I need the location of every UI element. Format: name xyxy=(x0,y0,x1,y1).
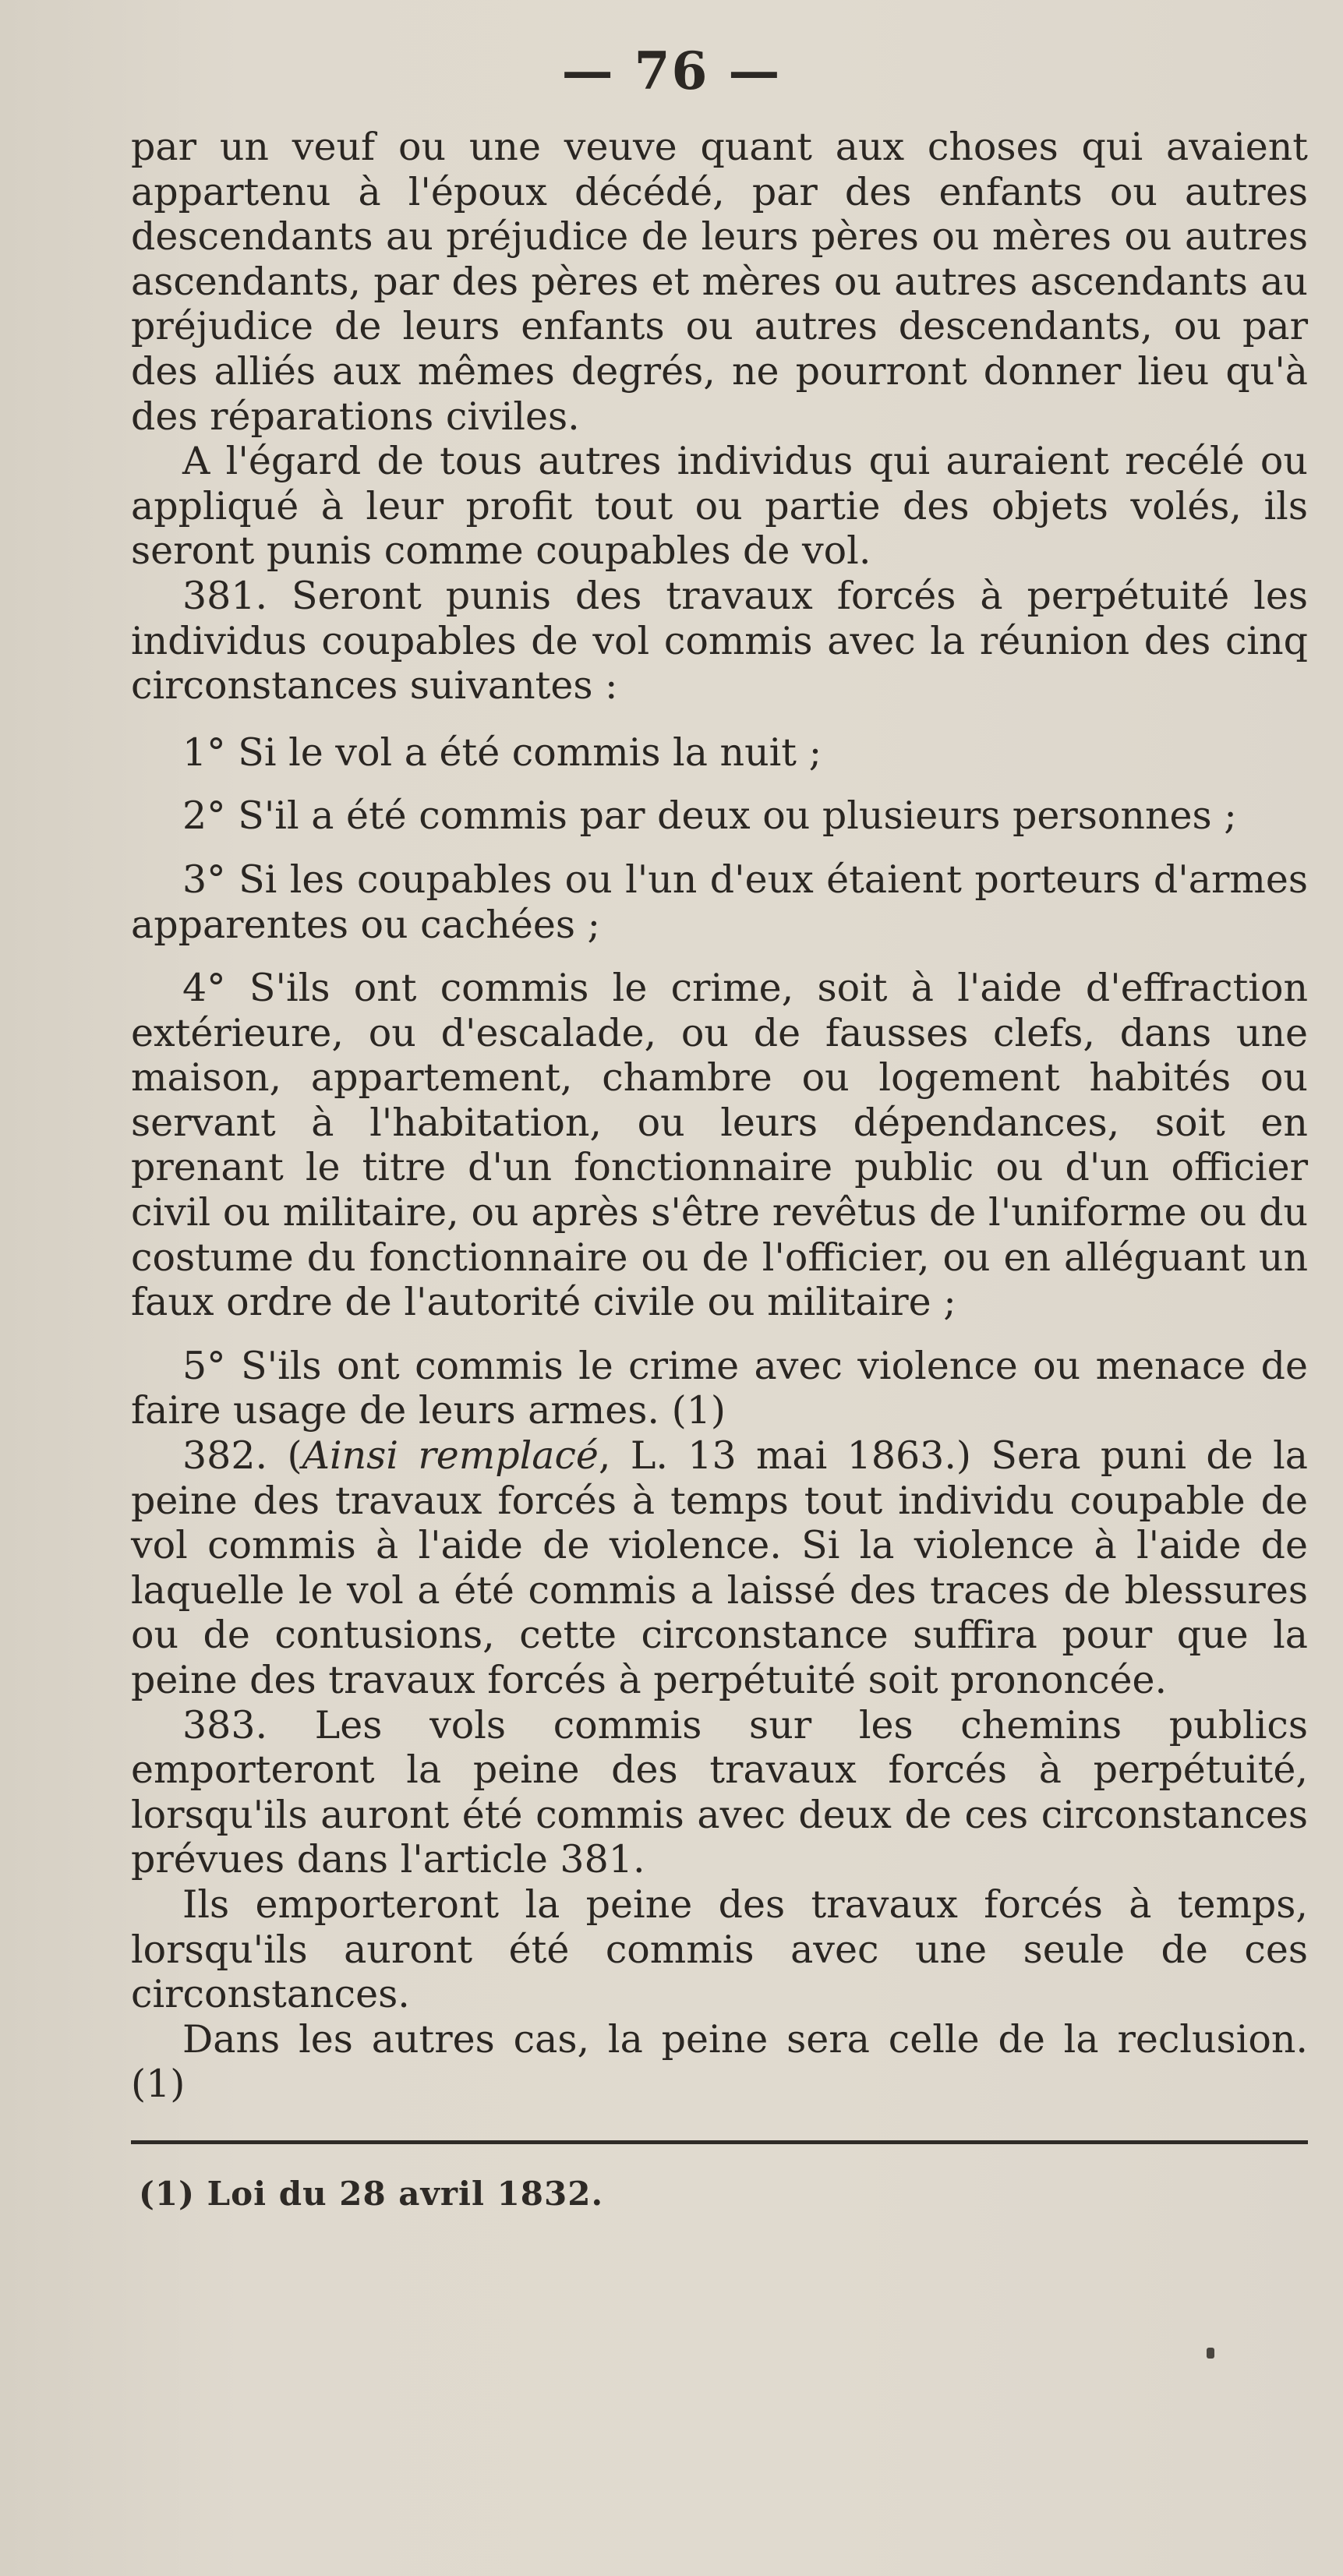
article-382 xyxy=(131,1433,1308,1703)
list-item-5: 5° S'ils ont commis le crime avec violence ou menace de faire usage de leurs armes. (1) xyxy=(131,1343,1308,1433)
paragraph-continuation: par un veuf ou une veuve quant aux choses qui avaient appartenu à l'époux décédé, par des enfants ou autres descendants au préjudice de leurs pères ou mères ou autres ascendants, par des pères et mères ou autres ascendants au préjudice de leurs enfants ou autres descendants, ou par des alliés aux mêmes degrés, ne pourront donner lieu qu'à des réparations civiles. xyxy=(131,125,1308,439)
article-381: 381. Seront punis des travaux forcés à perpétuité les individus coupables de vol commis avec la réunion des cinq circonstances suivantes : xyxy=(131,573,1308,708)
body-text xyxy=(131,125,1308,2107)
list-item-2: 2° S'il a été commis par deux ou plusieurs personnes ; xyxy=(182,793,1237,839)
page-number: — 76 — xyxy=(561,41,782,101)
article-382-amendment: Ainsi remplacé xyxy=(302,1433,599,1479)
footnote-divider xyxy=(131,2140,1308,2144)
article-382-text: , L. 13 mai 1863.) Sera puni de la peine des travaux forcés à temps tout individu coupable de vol commis à l'aide de violence. Si la violence à l'aide de laquelle le vol a été commis a laissé des traces de blessures ou de contusions, cette circonstance suffira pour que la peine des travaux forcés à perpétuité soit prononcée. xyxy=(131,1433,1309,1702)
article-383-second: Ils emporteront la peine des travaux forcés à temps, lorsqu'ils auront été commis avec une seule de ces circonstances. xyxy=(131,1882,1308,2017)
list-item-4: 4° S'ils ont commis le crime, soit à l'aide d'effraction extérieure, ou d'escalade, ou de fausses clefs, dans une maison, appartement, chambre ou logement habités ou servant à l'habitation, ou leurs dépendances, soit en prenant le titre d'un fonctionnaire public ou d'un officier civil ou militaire, ou après s'être revêtus de l'uniforme ou du costume du fonctionnaire ou de l'officier, ou en alléguant un faux ordre de l'autorité civile ou militaire ; xyxy=(131,966,1308,1325)
ink-speck xyxy=(1207,2348,1214,2359)
article-383: 383. Les vols commis sur les chemins publics emporteront la peine des travaux forcés à perpétuité, lorsqu'ils auront été commis avec deux de ces circonstances prévues dans l'article 381. xyxy=(131,1702,1308,1882)
article-383-third: Dans les autres cas, la peine sera celle de la reclusion. (1) xyxy=(131,2016,1308,2107)
list-item-3: 3° Si les coupables ou l'un d'eux étaient porteurs d'armes apparentes ou cachées ; xyxy=(131,857,1308,947)
paragraph-receleurs: A l'égard de tous autres individus qui auraient recélé ou appliqué à leur profit tout ou partie des objets volés, ils seront punis comme coupables de vol. xyxy=(131,439,1308,574)
list-item-1: 1° Si le vol a été commis la nuit ; xyxy=(182,730,822,775)
article-382-prefix: 382. ( xyxy=(182,1433,302,1479)
footnote: (1) Loi du 28 avril 1832. xyxy=(139,2175,604,2213)
